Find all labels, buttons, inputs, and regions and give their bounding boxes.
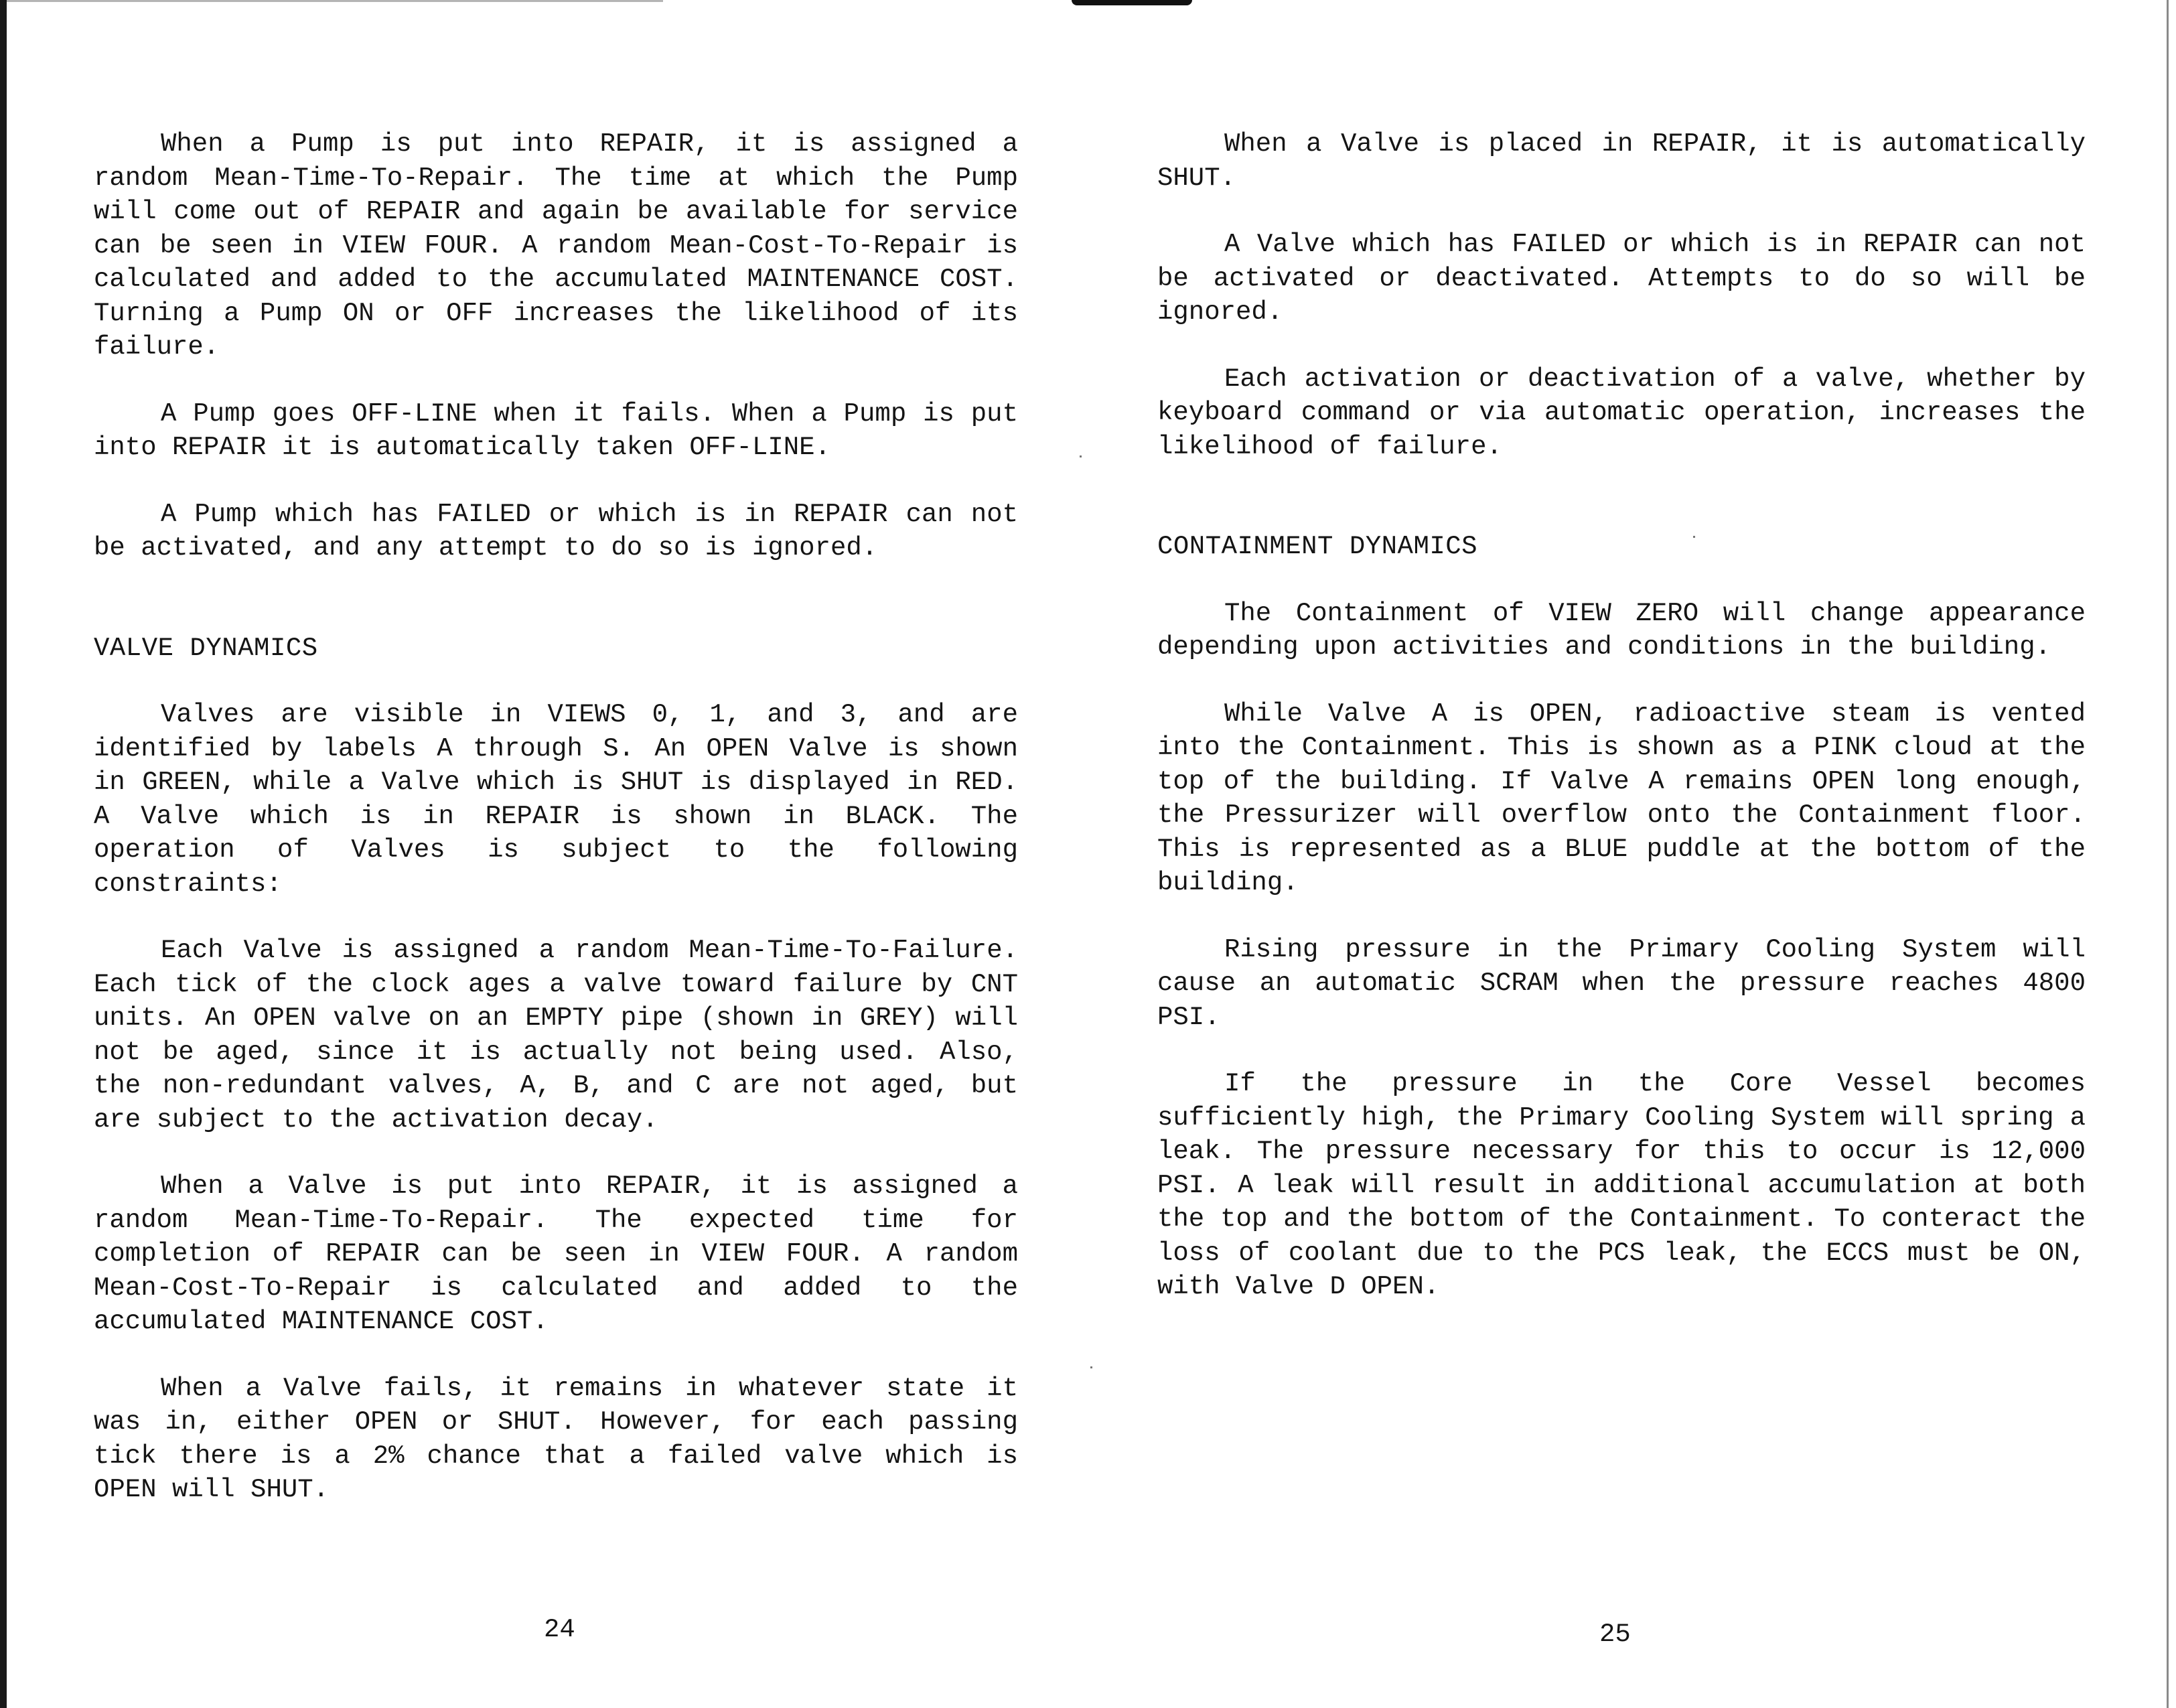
valve-dynamics-heading: VALVE DYNAMICS xyxy=(94,633,318,663)
pump-repair-paragraph: When a Pump is put into REPAIR, it is assigned a random Mean-Time-To-Repair. The time at which the Pump will come out of REPAIR and again be available for service can be seen in VIEW FOUR. A random Mean-Cost-To-Repair is calculated and added to the accumulated MAINTENANCE COST. Turning a Pump ON or OFF increases the likelihood of its failure. xyxy=(94,129,1018,362)
page-number-right: 25 xyxy=(1599,1620,1631,1649)
valve-visibility-paragraph: Valves are visible in VIEWS 0, 1, and 3, and are identified by labels A through S. An OPEN Valve is shown in GREEN, while a Valve which is SHUT is displayed in RED. A Valve which is in REPAIR is shown in BLACK. The operation of Valves is subject to the following constraints: xyxy=(94,700,1018,899)
pump-failed-paragraph: A Pump which has FAILED or which is in REPAIR can not be activated, and any attempt to do so is ignored. xyxy=(94,499,1018,563)
scan-speck xyxy=(1090,1366,1092,1368)
valve-activation-paragraph: Each activation or deactivation of a valve, whether by keyboard command or via automatic operation, increases the likelihood of failure. xyxy=(1157,364,2086,461)
page-edge-rule-right xyxy=(2167,0,2169,1708)
valve-fails-paragraph: When a Valve fails, it remains in whatever state it was in, either OPEN or SHUT. However, for each passing tick there is a 2% chance that a failed valve which is OPEN will SHUT. xyxy=(94,1373,1018,1504)
right-page-column xyxy=(1157,127,2086,1337)
valve-placed-repair-paragraph: When a Valve is placed in REPAIR, it is automatically SHUT. xyxy=(1157,129,2086,193)
valve-repair-paragraph: When a Valve is put into REPAIR, it is assigned a random Mean-Time-To-Repair. The expected time for completion of REPAIR can be seen in VIEW FOUR. A random Mean-Cost-To-Repair is calculated and added to the accumulated MAINTENANCE COST. xyxy=(94,1171,1018,1336)
top-edge-rule xyxy=(7,0,663,2)
binding-mark xyxy=(1072,0,1192,5)
scan-speck xyxy=(1080,455,1082,457)
left-page-column xyxy=(94,127,1018,1540)
valve-a-open-paragraph: While Valve A is OPEN, radioactive steam is vented into the Containment. This is shown as a PINK cloud at the top of the building. If Valve A remains OPEN long enough, the Pressurizer will overflow onto the Containment floor. This is represented as a BLUE puddle at the bottom of the building. xyxy=(1157,699,2086,898)
pump-offline-paragraph: A Pump goes OFF-LINE when it fails. When a Pump is put into REPAIR it is automatically taken OFF-LINE. xyxy=(94,399,1018,462)
valve-failure-paragraph: Each Valve is assigned a random Mean-Time-To-Failure. Each tick of the clock ages a valve toward failure by CNT units. An OPEN valve on an EMPTY pipe (shown in GREY) will not be aged, since it is actually not being used. Also, the non-redundant valves, A, B, and C are not aged, but are subject to the activation decay. xyxy=(94,936,1018,1135)
page-number-left: 24 xyxy=(544,1615,575,1644)
containment-dynamics-heading: CONTAINMENT DYNAMICS xyxy=(1157,532,1478,561)
scram-paragraph: Rising pressure in the Primary Cooling System will cause an automatic SCRAM when the pressure reaches 4800 PSI. xyxy=(1157,934,2086,1032)
core-vessel-leak-paragraph: If the pressure in the Core Vessel becomes sufficiently high, the Primary Cooling System will spring a leak. The pressure necessary for this to occur is 12,000 PSI. A leak will result in additional accumulation at both the top and the bottom of the Containment. To conteract the loss of coolant due to the PCS leak, the ECCS must be ON, with Valve D OPEN. xyxy=(1157,1069,2086,1301)
page-edge-shadow xyxy=(0,0,7,1708)
valve-cannot-activate-paragraph: A Valve which has FAILED or which is in REPAIR can not be activated or deactivated. Attempts to do so will be ignored. xyxy=(1157,230,2086,327)
containment-appearance-paragraph: The Containment of VIEW ZERO will change appearance depending upon activities and conditions in the building. xyxy=(1157,598,2086,662)
